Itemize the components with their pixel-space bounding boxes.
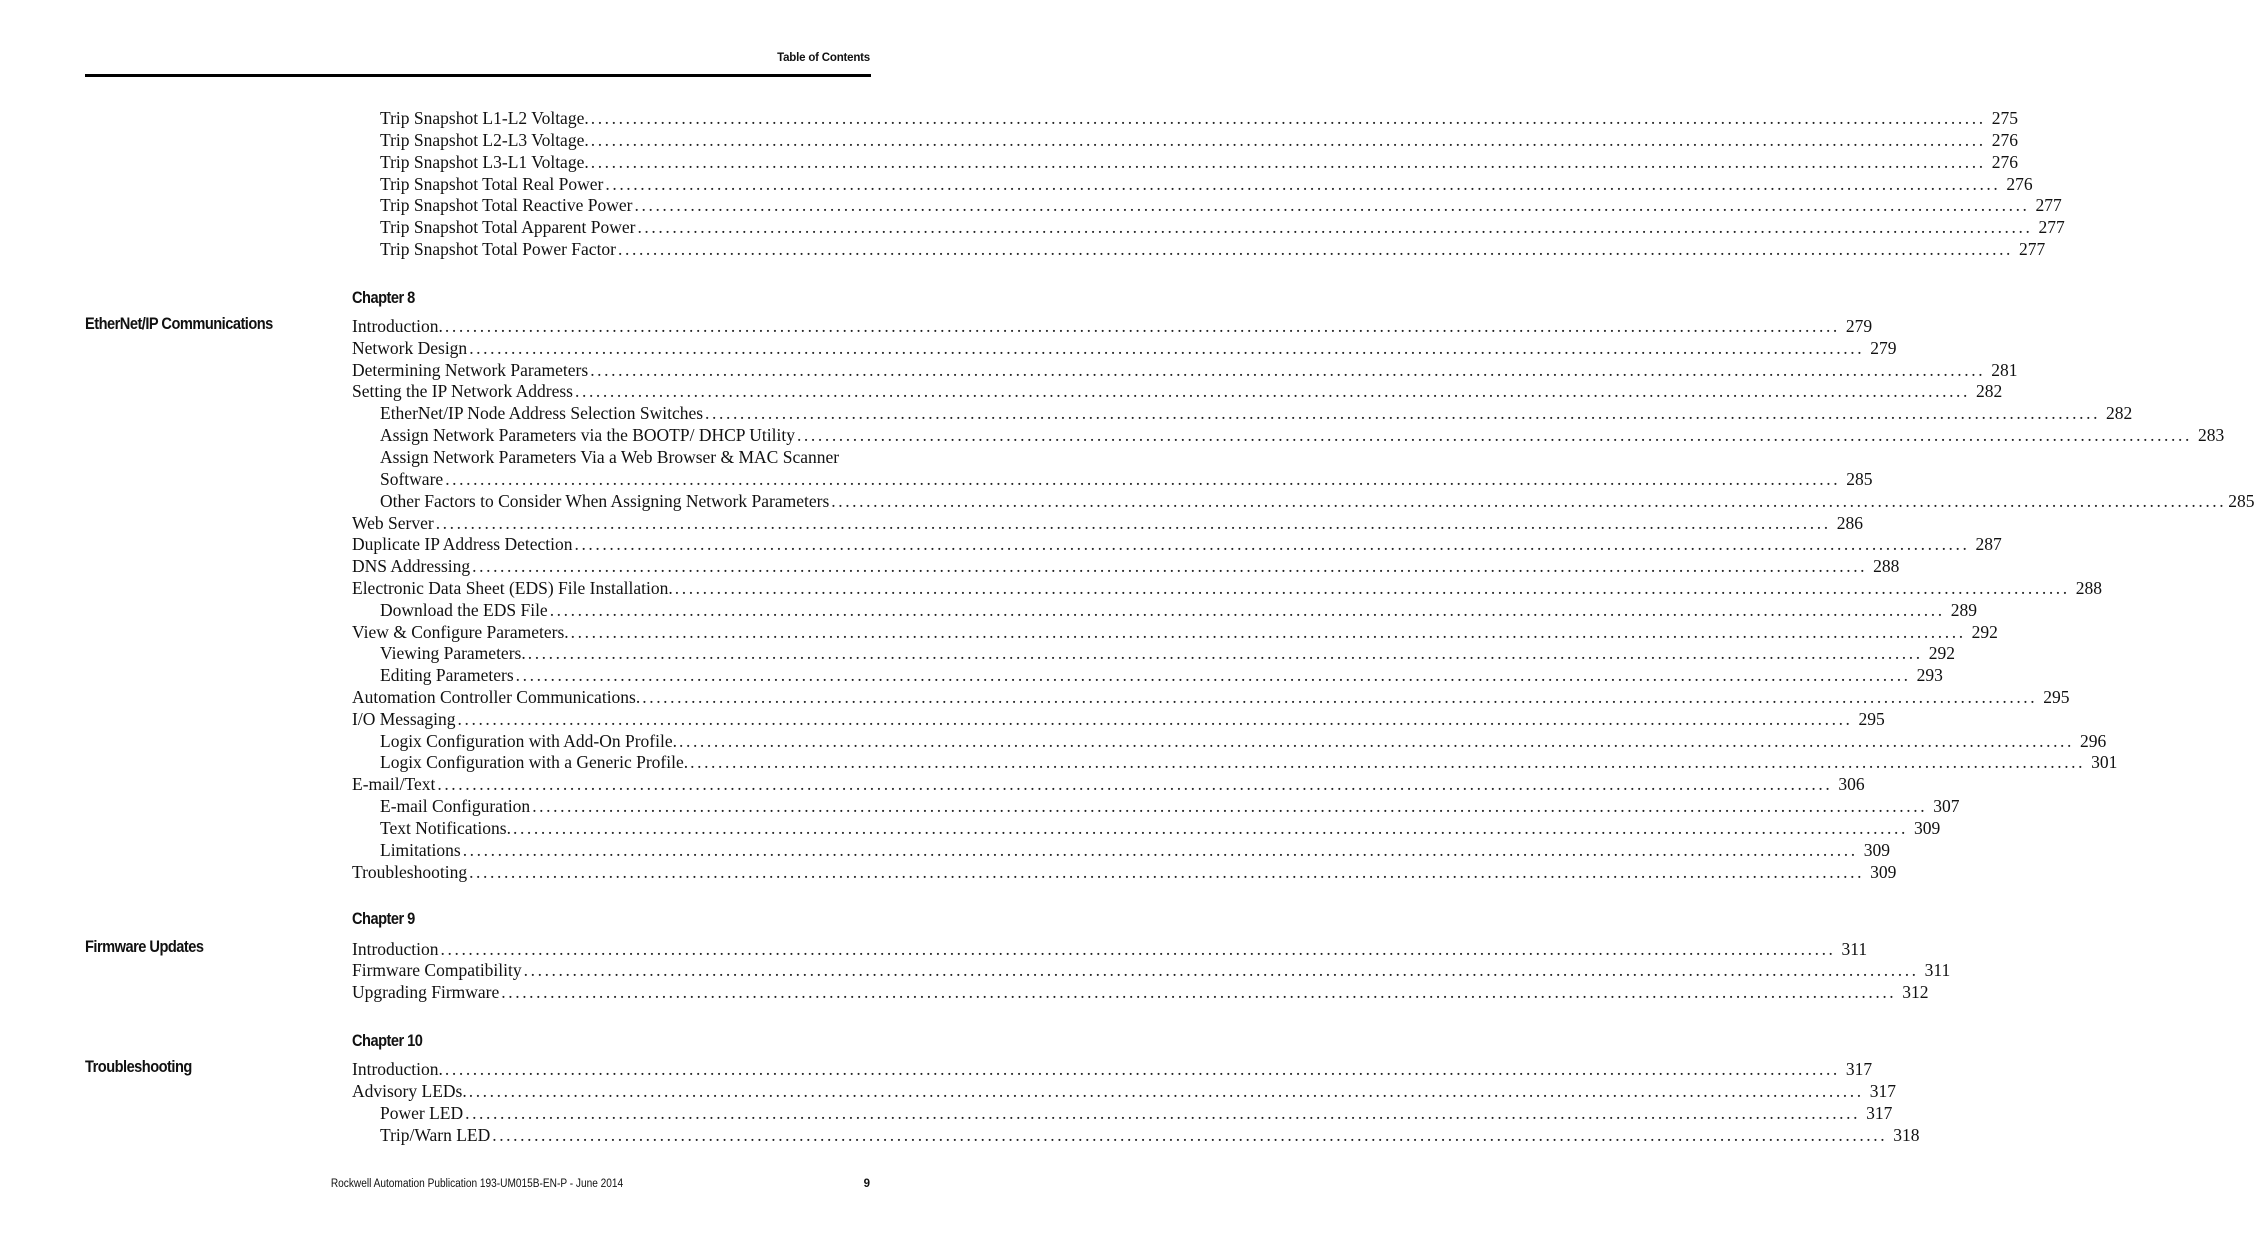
toc-entry-title: Upgrading Firmware [352,982,500,1002]
leader-dots: ........................................................................................................................................................................................................ [445,469,1841,489]
leader-dots: ........................................................................................................................................................................................................ [515,665,1911,685]
toc-entry-page: 317 [1845,1059,1873,1079]
toc-entry-title: EtherNet/IP Node Address Selection Switches [380,403,704,423]
toc-entry-page: 295 [2043,687,2070,707]
toc-entry-title: View & Configure Parameters. [352,622,569,642]
toc-entry-title: Duplicate IP Address Detection [352,534,573,554]
leader-dots: ........................................................................................................................................................................................................ [637,217,2033,237]
toc-entry-page: 282 [1976,381,2003,401]
toc-entry[interactable] [352,773,1865,795]
leader-dots: ........................................................................................................................................................................................................ [501,982,1897,1002]
toc-entry-page: 288 [1873,556,1900,576]
toc-entry-title: Trip/Warn LED [380,1125,491,1145]
toc-entry-page: 281 [1991,360,2018,380]
toc-entry[interactable] [380,194,2062,216]
leader-dots: ........................................................................................................................................................................................................ [468,1081,1864,1101]
leader-dots: ........................................................................................................................................................................................................ [444,1059,1840,1079]
toc-entry[interactable] [352,1080,1896,1102]
header-rule [85,74,871,77]
toc-entry[interactable] [352,380,2003,402]
toc-entry[interactable] [380,107,2018,129]
leader-dots: ........................................................................................................................................................................................................ [705,403,2101,423]
leader-dots: ........................................................................................................................................................................................................ [437,774,1833,794]
toc-entry-title: Introduction [352,939,439,959]
leader-dots: ........................................................................................................................................................................................................ [532,796,1928,816]
toc-entry-page: 276 [1991,130,2018,150]
toc-entry[interactable] [352,533,2002,555]
toc-entry-title: Advisory LEDs. [352,1081,467,1101]
toc-entry-page: 285 [2228,491,2255,511]
chapter-title[interactable]: Troubleshooting [85,1057,192,1076]
toc-entry-page: 285 [1846,469,1873,489]
leader-dots: ........................................................................................................................................................................................................ [605,174,2001,194]
toc-entry[interactable] [380,402,2133,424]
toc-entry-title: Text Notifications. [380,818,511,838]
toc-entry[interactable] [352,708,1885,730]
toc-entry[interactable] [380,490,2255,512]
toc-entry[interactable] [380,817,1941,839]
toc-entry-page: 276 [2006,174,2033,194]
toc-entry-page: 277 [2038,217,2065,237]
leader-dots: ........................................................................................................................................................................................................ [472,556,1868,576]
toc-entry-page: 277 [2035,195,2062,215]
chapter-label: Chapter 8 [352,288,415,307]
toc-entry[interactable] [380,839,1890,861]
toc-entry-page: 306 [1838,774,1865,794]
toc-entry-title: E-mail/Text [352,774,436,794]
toc-entry[interactable] [352,981,1929,1003]
leader-dots: ........................................................................................................................................................................................................ [469,338,1865,358]
toc-entry-page: 276 [1991,152,2018,172]
toc-entry[interactable] [380,664,1943,686]
toc-entry-page: 309 [1870,862,1897,882]
toc-entry-page: 289 [1950,600,1977,620]
toc-entry-page: 317 [1866,1103,1893,1123]
toc-entry-title: Software [380,469,444,489]
toc-entry[interactable] [352,621,1998,643]
toc-entry-title: Trip Snapshot L3-L1 Voltage. [380,152,589,172]
toc-entry-title: Limitations [380,840,461,860]
toc-entry-title: Troubleshooting [352,862,468,882]
leader-dots: ........................................................................................................................................................................................................ [690,752,2086,772]
toc-entry[interactable] [380,216,2065,238]
toc-entry-title: Power LED [380,1103,464,1123]
toc-entry[interactable] [380,238,2046,260]
toc-entry-title: Introduction. [352,316,443,336]
toc-entry[interactable] [380,751,2118,773]
chapter-title[interactable]: Firmware Updates [85,937,204,956]
leader-dots: ........................................................................................................................................................................................................ [590,130,1986,150]
leader-dots: ........................................................................................................................................................................................................ [590,152,1986,172]
leader-dots: ........................................................................................................................................................................................................ [634,195,2030,215]
toc-entry[interactable] [380,1102,1893,1124]
toc-entry-page: 275 [1991,108,2018,128]
toc-entry-title: Viewing Parameters. [380,643,526,663]
toc-entry[interactable] [352,686,2070,708]
toc-entry-title: Editing Parameters [380,665,514,685]
toc-entry-title: Assign Network Parameters Via a Web Browser & MAC Scanner [380,447,840,467]
leader-dots: ........................................................................................................................................................................................................ [618,239,2014,259]
toc-entry-title: Web Server [352,513,434,533]
toc-entry-page: 295 [1858,709,1885,729]
leader-dots: ........................................................................................................................................................................................................ [440,939,1836,959]
leader-dots: ........................................................................................................................................................................................................ [523,960,1919,980]
toc-entry-title: Trip Snapshot Total Apparent Power [380,217,636,237]
leader-dots: ........................................................................................................................................................................................................ [590,108,1986,128]
toc-entry[interactable] [352,555,1900,577]
toc-entry[interactable] [380,468,1873,490]
toc-entry-page: 309 [1913,818,1941,838]
toc-entry-page: 283 [2197,425,2225,445]
toc-entry-title: DNS Addressing [352,556,471,576]
toc-entry-title: I/O Messaging [352,709,456,729]
toc-entry[interactable] [352,938,1868,960]
toc-entry[interactable] [380,642,1955,664]
toc-entry-page: 277 [2019,239,2046,259]
toc-entry-title: Download the EDS File [380,600,548,620]
leader-dots: ........................................................................................................................................................................................................ [796,425,2192,445]
leader-dots: ........................................................................................................................................................................................................ [435,513,1831,533]
toc-entry-page: 318 [1893,1125,1920,1145]
leader-dots: ........................................................................................................................................................................................................ [469,862,1865,882]
toc-entry[interactable] [380,730,2107,752]
toc-entry-title: Trip Snapshot Total Real Power [380,174,604,194]
toc-entry-title: Trip Snapshot Total Reactive Power [380,195,633,215]
toc-entry-page: 287 [1975,534,2002,554]
toc-entry-title: Trip Snapshot Total Power Factor [380,239,617,259]
toc-entry-title: Determining Network Parameters [352,360,589,380]
chapter-label: Chapter 9 [352,909,415,928]
toc-entry-page: 309 [1863,840,1890,860]
toc-entry-title: Network Design [352,338,468,358]
publication-footer: Rockwell Automation Publication 193-UM015B-EN-P - June 2014 [330,1178,624,1190]
toc-entry-title: Trip Snapshot L2-L3 Voltage. [380,130,589,150]
leader-dots: ........................................................................................................................................................................................................ [590,360,1986,380]
leader-dots: ........................................................................................................................................................................................................ [512,818,1908,838]
leader-dots: ........................................................................................................................................................................................................ [674,578,2070,598]
toc-entry[interactable] [380,599,1977,621]
toc-entry[interactable] [352,861,1897,883]
toc-entry-page: 279 [1845,316,1873,336]
toc-entry-page: 312 [1902,982,1929,1002]
toc-entry-title: Logix Configuration with a Generic Profile. [380,752,689,772]
toc-entry-page: 282 [2106,403,2133,423]
toc-entry-title: Assign Network Parameters via the BOOTP/ DHCP Utility [380,425,795,445]
leader-dots: ........................................................................................................................................................................................................ [465,1103,1861,1123]
toc-entry[interactable] [352,337,1897,359]
leader-dots: ........................................................................................................................................................................................................ [457,709,1853,729]
running-header: Table of Contents [777,52,870,64]
toc-entry-title: Logix Configuration with Add-On Profile. [380,731,677,751]
toc-entry[interactable] [352,315,1873,337]
chapter-label: Chapter 10 [352,1031,423,1050]
toc-entry[interactable] [380,1124,1920,1146]
toc-entry-page: 292 [1928,643,1955,663]
leader-dots: ........................................................................................................................................................................................................ [492,1125,1888,1145]
toc-entry-page: 292 [1971,622,1998,642]
leader-dots: ........................................................................................................................................................................................................ [831,491,2227,511]
toc-entry-title: Other Factors to Consider When Assigning Network Parameters [380,491,830,511]
toc-entry-page: 288 [2075,578,2102,598]
leader-dots: ........................................................................................................................................................................................................ [462,840,1858,860]
toc-entry-page: 307 [1933,796,1960,816]
toc-entry[interactable] [352,577,2102,599]
toc-entry[interactable] [380,424,2225,446]
toc-entry-title: E-mail Configuration [380,796,531,816]
page-number: 9 [863,1178,870,1190]
toc-entry-title: Firmware Compatibility [352,960,522,980]
leader-dots: ........................................................................................................................................................................................................ [574,534,1970,554]
chapter-title[interactable]: EtherNet/IP Communications [85,314,273,333]
toc-entry[interactable] [352,1058,1873,1080]
leader-dots: ........................................................................................................................................................................................................ [527,643,1923,663]
leader-dots: ........................................................................................................................................................................................................ [444,316,1840,336]
toc-entry-page: 311 [1924,960,1951,980]
toc-entry-page: 296 [2080,731,2107,751]
toc-entry-title: Setting the IP Network Address [352,381,573,401]
toc-entry[interactable] [380,446,870,468]
toc-entry-page: 286 [1836,513,1863,533]
toc-entry-page: 317 [1869,1081,1896,1101]
leader-dots: ........................................................................................................................................................................................................ [575,381,1970,401]
toc-entry[interactable] [380,129,2018,151]
toc-entry-title: Trip Snapshot L1-L2 Voltage. [380,108,589,128]
leader-dots: ........................................................................................................................................................................................................ [570,622,1966,642]
toc-entry-title: Electronic Data Sheet (EDS) File Installation. [352,578,673,598]
leader-dots: ........................................................................................................................................................................................................ [549,600,1945,620]
toc-entry[interactable] [352,512,1863,534]
toc-entry-page: 279 [1870,338,1897,358]
toc-entry-title: Introduction. [352,1059,443,1079]
leader-dots: ........................................................................................................................................................................................................ [679,731,2074,751]
toc-entry[interactable] [352,359,2018,381]
toc-entry[interactable] [380,795,1960,817]
toc-entry-page: 293 [1916,665,1943,685]
toc-entry-page: 301 [2091,752,2118,772]
toc-entry[interactable] [352,959,1951,981]
toc-entry-title: Automation Controller Communications. [352,687,641,707]
leader-dots: ........................................................................................................................................................................................................ [642,687,2038,707]
toc-entry[interactable] [380,173,2033,195]
toc-entry-page: 311 [1841,939,1868,959]
toc-entry[interactable] [380,151,2018,173]
